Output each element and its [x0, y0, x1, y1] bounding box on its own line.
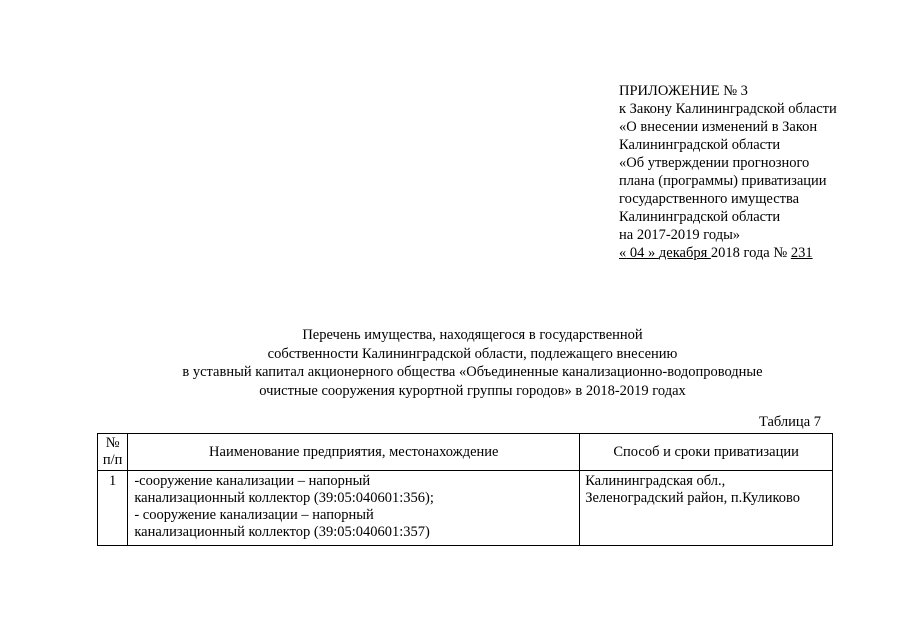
appendix-line: плана (программы) приватизации [619, 173, 827, 189]
header-method: Способ и сроки приватизации [580, 434, 833, 471]
row-method-line: Зеленоградский район, п.Куликово [585, 490, 801, 506]
appendix-date-line [619, 244, 837, 262]
property-table [97, 433, 833, 546]
header-number [98, 434, 128, 471]
row-number: 1 [98, 471, 128, 546]
appendix-line: «О внесении изменений в Закон [619, 119, 818, 135]
date-open: « [619, 245, 627, 261]
appendix-line: Калининградской области [619, 209, 781, 225]
table-header-row [98, 434, 833, 471]
document-title [100, 326, 845, 400]
appendix-line: к Закону Калининградской области [619, 101, 837, 117]
appendix-header [619, 82, 837, 262]
header-name: Наименование предприятия, местонахождение [128, 434, 580, 471]
row-method [580, 471, 833, 546]
title-line: в уставный капитал акционерного общества «Объединенные канализационно-водопроводные [182, 364, 763, 380]
date-day: 04 [626, 245, 648, 261]
row-name-line: канализационный коллектор (39:05:040601:357) [134, 524, 430, 540]
appendix-line: на 2017-2019 годы» [619, 227, 741, 243]
date-close: » [648, 245, 659, 261]
date-month: декабря [658, 245, 711, 261]
appendix-line: «Об утверждении прогнозного [619, 155, 810, 171]
appendix-line: ПРИЛОЖЕНИЕ № 3 [619, 83, 748, 99]
table-row [98, 471, 833, 546]
date-number: 231 [790, 245, 813, 261]
header-number-line: п/п [102, 452, 123, 468]
row-name-line: - сооружение канализации – напорный [134, 507, 374, 523]
row-name-line: канализационный коллектор (39:05:040601:356); [134, 490, 434, 506]
header-number-line: № [105, 435, 120, 451]
title-line: собственности Калининградской области, подлежащего внесению [267, 345, 678, 362]
date-year: 2018 года № [710, 245, 791, 261]
title-line: очистные сооружения курортной группы городов» в 2018-2019 годах [259, 382, 686, 399]
row-name [128, 471, 580, 546]
table-label: Таблица 7 [758, 414, 821, 430]
title-line: Перечень имущества, находящегося в государственной [302, 327, 643, 343]
appendix-line: Калининградской области [619, 137, 781, 153]
row-name-line: -сооружение канализации – напорный [134, 473, 371, 489]
appendix-line: государственного имущества [619, 191, 800, 207]
row-method-line: Калининградская обл., [585, 473, 726, 489]
